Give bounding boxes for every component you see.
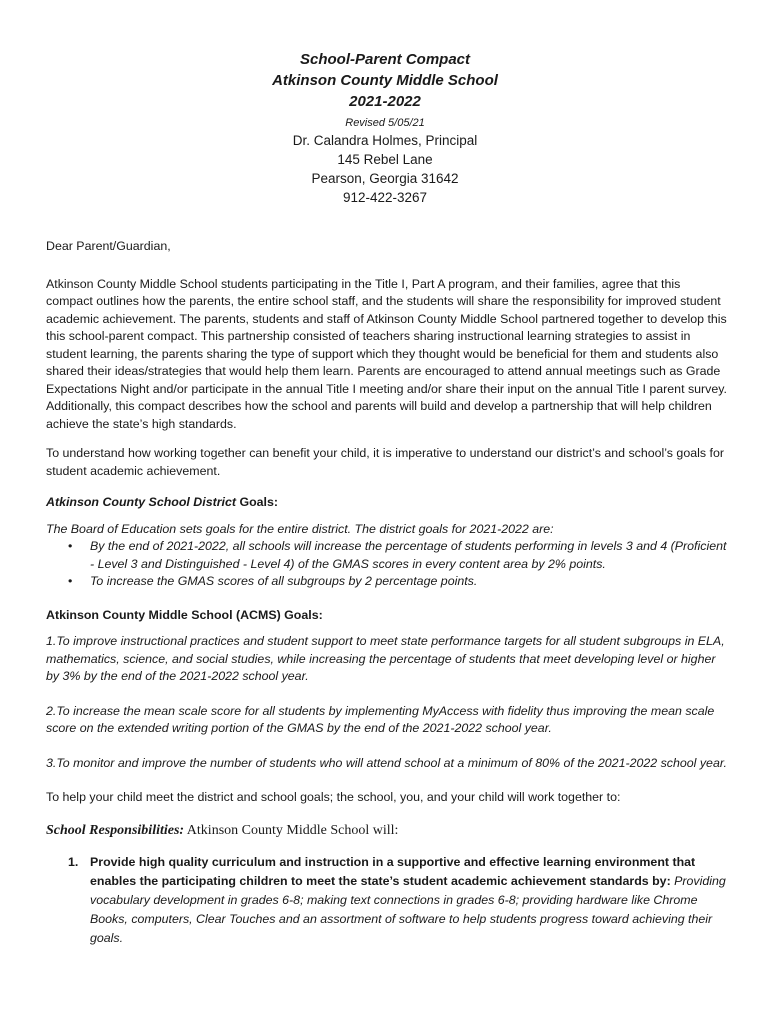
intro-paragraph: Atkinson County Middle School students participating in the Title I, Part A program, and their families, agree that this compact outlines how the parents, the entire school staff, and the students will share the responsibility for improved student academic achievement. The parents, students and staff of Atkinson County Middle School partnered together to develop this this school-parent compact. This partnership consisted of teachers sharing instructional learning strategies to assist in student learning, the parents sharing the type of support which they thought would be beneficial for them and students also shared their ideas/strategies that would help them learn. Parents are encouraged to attend annual meetings such as Grade Expectations Night and/or participate in the annual Title I meeting and/or share their input on the annual Title I parent survey. Additionally, this compact describes how the school and parents will build and develop a partnership that will help children achieve the state’s high standards. [46,276,727,431]
district-goals-lead: The Board of Education sets goals for the entire district. The district goals for 2021-2022 are: [46,521,554,536]
district-goal-2: To increase the GMAS scores of all subgroups by 2 percentage points. [90,574,478,588]
list-item [46,853,730,948]
school-responsibilities-label: School Responsibilities: [46,822,185,838]
school-name: Atkinson County Middle School [272,72,498,89]
responsibility-1-bold: Provide high quality curriculum and instruction in a supportive and effective learning environment that enables the participating children to meet the state’s student academic achievement standards by: [90,855,696,888]
school-goal-1: 1.To improve instructional practices and student support to meet state performance targets for all student subgroups in ELA, mathematics, science, and social studies, while increasing the percentage of students that meet developing level or higher by 3% by the end of the 2021-2022 school year. [46,634,725,683]
understand-paragraph: To understand how working together can benefit your child, it is imperative to understand our district’s and school’s goals for student academic achievement. [46,446,724,478]
letter-body [46,238,730,948]
school-responsibilities-rest: Atkinson County Middle School will: [184,822,399,838]
list-item [46,538,730,573]
compact-title: School-Parent Compact [299,51,471,68]
bullet-icon: • [68,539,73,553]
list-item [46,573,730,591]
street-address: 145 Rebel Lane [337,152,433,167]
district-goals-heading-italic: Atkinson County School District [46,495,236,509]
district-goals-list [46,538,730,591]
item-number: 1. [68,855,79,869]
responsibilities-list [46,853,730,948]
district-goal-1: By the end of 2021-2022, all schools will increase the percentage of students performing in levels 3 and 4 (Proficient - Level 3 and Distinguished - Level 4) of the GMAS scores in every content area by 2% points. [90,539,727,571]
school-goal-3: 3.To monitor and improve the number of students who will attend school at a minimum of 80% of the 2021-2022 school year. [46,755,727,770]
school-responsibilities-heading [46,822,730,840]
principal-name: Dr. Calandra Holmes, Principal [292,133,478,148]
district-goals-heading-rest: Goals: [236,495,278,509]
responsibility-1-detail: Providing vocabulary development in grades 6-8; making text connections in grades 6-8; providing hardware like Chrome Books, computers, Clear Touches and an assortment of software to help students progress toward achieving their goals. [90,874,726,945]
bullet-icon: • [68,574,73,588]
phone-number: 912-422-3267 [342,190,428,205]
district-goals-heading [46,494,730,512]
city-state-zip: Pearson, Georgia 31642 [311,171,459,186]
school-goals-heading: Atkinson County Middle School (ACMS) Goals: [46,607,323,622]
document-header [0,49,770,207]
revised-date: Revised 5/05/21 [345,117,425,129]
school-year: 2021-2022 [349,93,421,110]
work-together-paragraph: To help your child meet the district and school goals; the school, you, and your child will work together to: [46,790,621,804]
school-goal-2: 2.To increase the mean scale score for all students by implementing MyAccess with fidelity thus improving the mean scale score on the extended writing portion of the GMAS by the end of the 2021-2022 school year. [46,703,715,735]
salutation: Dear Parent/Guardian, [46,239,171,253]
